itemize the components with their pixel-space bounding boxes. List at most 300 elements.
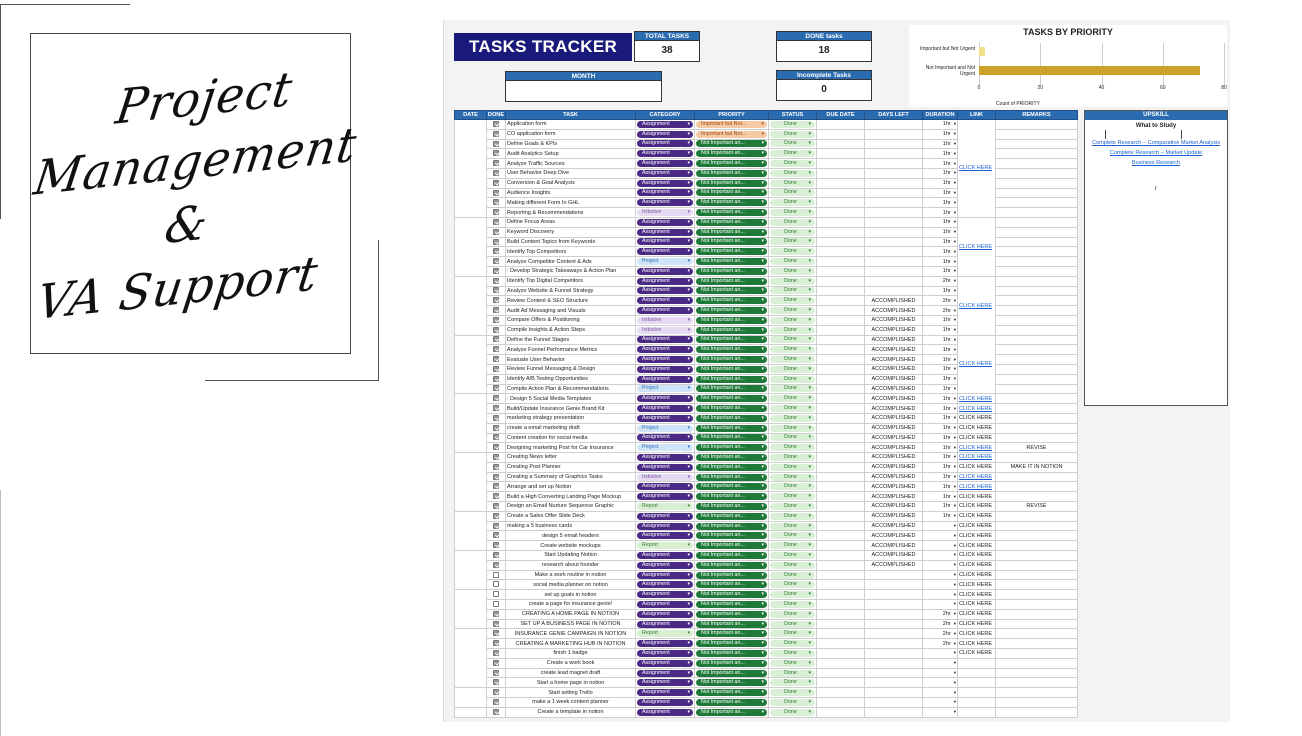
status-cell[interactable] [769, 129, 817, 139]
done-checkbox-cell[interactable] [487, 286, 506, 296]
duration-dropdown-icon[interactable]: ▾ [953, 346, 956, 352]
link-cell[interactable] [958, 443, 996, 453]
done-checkbox-cell[interactable] [487, 129, 506, 139]
link-cell[interactable] [958, 639, 996, 649]
duration-cell[interactable] [923, 590, 958, 600]
done-checkbox[interactable] [493, 630, 499, 636]
done-checkbox[interactable] [493, 327, 499, 333]
status-cell[interactable] [769, 374, 817, 384]
priority-cell[interactable] [695, 227, 769, 237]
task-name[interactable]: Audit Ad Messaging and Visuals [506, 306, 636, 316]
priority-cell[interactable] [695, 335, 769, 345]
task-name[interactable]: Analyze Website & Funnel Strategy [506, 286, 636, 296]
remarks-cell[interactable] [996, 541, 1078, 551]
priority-cell[interactable] [695, 276, 769, 286]
task-name[interactable]: making a 5 business cards [506, 521, 636, 531]
click-here-text[interactable]: CLICK HERE [959, 542, 993, 549]
due-date-cell[interactable] [817, 286, 865, 296]
duration-dropdown-icon[interactable]: ▾ [953, 278, 956, 284]
done-checkbox[interactable] [493, 562, 499, 568]
priority-dropdown[interactable]: Not Important an... ▾ [696, 434, 767, 441]
duration-dropdown-icon[interactable]: ▾ [953, 689, 956, 695]
done-checkbox-cell[interactable] [487, 149, 506, 159]
remarks-cell[interactable] [996, 472, 1078, 482]
category-dropdown[interactable]: Assignment ▾ [637, 611, 693, 618]
status-dropdown[interactable]: Done ▾ [770, 542, 815, 549]
remarks-cell[interactable]: REVISE [996, 443, 1078, 453]
priority-dropdown[interactable]: Not Important an... ▾ [696, 581, 767, 588]
done-checkbox[interactable] [493, 670, 499, 676]
duration-dropdown-icon[interactable]: ▾ [953, 650, 956, 656]
category-dropdown[interactable]: Report ▾ [637, 630, 693, 637]
duration-dropdown-icon[interactable]: ▾ [953, 493, 956, 499]
done-checkbox-cell[interactable] [487, 384, 506, 394]
done-checkbox-cell[interactable] [487, 296, 506, 306]
duration-cell[interactable] [923, 237, 958, 247]
remarks-cell[interactable] [996, 404, 1078, 414]
status-dropdown[interactable]: Done ▾ [770, 660, 815, 667]
priority-cell[interactable] [695, 511, 769, 521]
done-checkbox[interactable] [493, 542, 499, 548]
task-name[interactable]: Making different Form In GHL [506, 198, 636, 208]
done-checkbox[interactable] [493, 689, 499, 695]
duration-cell[interactable] [923, 423, 958, 433]
task-name[interactable]: Review Content & SEO Structure [506, 296, 636, 306]
remarks-cell[interactable] [996, 198, 1078, 208]
category-cell[interactable] [636, 560, 695, 570]
link-cell[interactable] [958, 590, 996, 600]
category-dropdown[interactable]: Assignment ▾ [637, 513, 693, 520]
status-cell[interactable] [769, 698, 817, 708]
remarks-cell[interactable] [996, 306, 1078, 316]
priority-cell[interactable] [695, 521, 769, 531]
click-here-link[interactable]: CLICK HERE [959, 243, 993, 250]
duration-dropdown-icon[interactable]: ▾ [953, 199, 956, 205]
status-cell[interactable] [769, 227, 817, 237]
duration-dropdown-icon[interactable]: ▾ [953, 356, 956, 362]
done-checkbox-cell[interactable] [487, 364, 506, 374]
click-here-text[interactable]: CLICK HERE [959, 621, 993, 628]
done-checkbox-cell[interactable] [487, 208, 506, 218]
category-cell[interactable] [636, 120, 695, 130]
category-dropdown[interactable]: Assignment ▾ [637, 140, 693, 147]
done-checkbox[interactable] [493, 660, 499, 666]
task-name[interactable]: Build/Update Insurance Genie Brand Kit [506, 404, 636, 414]
category-cell[interactable] [636, 178, 695, 188]
category-dropdown[interactable]: Assignment ▾ [637, 434, 693, 441]
done-checkbox-cell[interactable] [487, 433, 506, 443]
status-cell[interactable] [769, 178, 817, 188]
status-dropdown[interactable]: Done ▾ [770, 317, 815, 324]
remarks-cell[interactable] [996, 521, 1078, 531]
status-dropdown[interactable]: Done ▾ [770, 493, 815, 500]
priority-dropdown[interactable]: Not Important an... ▾ [696, 297, 767, 304]
done-checkbox-cell[interactable] [487, 423, 506, 433]
duration-cell[interactable] [923, 698, 958, 708]
done-checkbox[interactable] [493, 650, 499, 656]
link-cell[interactable] [958, 551, 996, 561]
done-checkbox[interactable] [493, 454, 499, 460]
priority-dropdown[interactable]: Not Important an... ▾ [696, 464, 767, 471]
due-date-cell[interactable] [817, 384, 865, 394]
duration-cell[interactable] [923, 580, 958, 590]
duration-dropdown-icon[interactable]: ▾ [953, 268, 956, 274]
done-checkbox-cell[interactable] [487, 345, 506, 355]
link-cell[interactable] [958, 707, 996, 717]
duration-cell[interactable] [923, 639, 958, 649]
done-checkbox[interactable] [493, 709, 499, 715]
status-cell[interactable] [769, 276, 817, 286]
status-dropdown[interactable]: Done ▾ [770, 160, 815, 167]
priority-cell[interactable] [695, 600, 769, 610]
category-dropdown[interactable]: Assignment ▾ [637, 150, 693, 157]
due-date-cell[interactable] [817, 266, 865, 276]
duration-dropdown-icon[interactable]: ▾ [953, 464, 956, 470]
status-cell[interactable] [769, 120, 817, 130]
category-dropdown[interactable]: Project ▾ [637, 258, 693, 265]
duration-cell[interactable] [923, 198, 958, 208]
category-dropdown[interactable]: Assignment ▾ [637, 572, 693, 579]
task-name[interactable]: Compile Action Plan & Recommendations [506, 384, 636, 394]
done-checkbox[interactable] [493, 405, 499, 411]
priority-dropdown[interactable]: Not Important an... ▾ [696, 532, 767, 539]
duration-dropdown-icon[interactable]: ▾ [953, 660, 956, 666]
category-cell[interactable] [636, 208, 695, 218]
done-checkbox[interactable] [493, 141, 499, 147]
click-here-text[interactable]: CLICK HERE [959, 493, 993, 500]
duration-cell[interactable] [923, 286, 958, 296]
due-date-cell[interactable] [817, 276, 865, 286]
due-date-cell[interactable] [817, 247, 865, 257]
date-cell[interactable] [455, 335, 487, 394]
date-cell[interactable] [455, 511, 487, 550]
priority-dropdown[interactable]: Not Important an... ▾ [696, 523, 767, 530]
status-cell[interactable] [769, 413, 817, 423]
category-cell[interactable] [636, 198, 695, 208]
click-here-text[interactable]: CLICK HERE [959, 434, 993, 441]
due-date-cell[interactable] [817, 433, 865, 443]
duration-dropdown-icon[interactable]: ▾ [953, 327, 956, 333]
due-date-cell[interactable] [817, 168, 865, 178]
done-checkbox[interactable] [493, 121, 499, 127]
duration-cell[interactable] [923, 688, 958, 698]
duration-dropdown-icon[interactable]: ▾ [953, 640, 956, 646]
click-here-text[interactable]: CLICK HERE [959, 601, 993, 608]
priority-cell[interactable] [695, 502, 769, 512]
done-checkbox-cell[interactable] [487, 482, 506, 492]
priority-dropdown[interactable]: Not Important an... ▾ [696, 552, 767, 559]
priority-dropdown[interactable]: Not Important an... ▾ [696, 189, 767, 196]
priority-cell[interactable] [695, 707, 769, 717]
remarks-cell[interactable] [996, 698, 1078, 708]
due-date-cell[interactable] [817, 560, 865, 570]
due-date-cell[interactable] [817, 129, 865, 139]
done-checkbox[interactable] [493, 591, 499, 597]
category-dropdown[interactable]: Assignment ▾ [637, 336, 693, 343]
priority-cell[interactable] [695, 492, 769, 502]
done-checkbox[interactable] [493, 415, 499, 421]
click-here-text[interactable]: CLICK HERE [959, 630, 993, 637]
priority-cell[interactable] [695, 590, 769, 600]
status-dropdown[interactable]: Done ▾ [770, 552, 815, 559]
priority-dropdown[interactable]: Not Important an... ▾ [696, 356, 767, 363]
duration-dropdown-icon[interactable]: ▾ [953, 630, 956, 636]
task-name[interactable]: make a 1 week content planner [506, 698, 636, 708]
status-cell[interactable] [769, 355, 817, 365]
done-checkbox-cell[interactable] [487, 541, 506, 551]
done-checkbox-cell[interactable] [487, 502, 506, 512]
task-name[interactable]: INSURANCE GENIE CAMPAIGN IN NOTION [506, 629, 636, 639]
status-dropdown[interactable]: Done ▾ [770, 307, 815, 314]
click-here-text[interactable]: CLICK HERE [959, 523, 993, 530]
priority-dropdown[interactable]: Not Important an... ▾ [696, 229, 767, 236]
click-here-text[interactable]: CLICK HERE [959, 415, 993, 422]
remarks-cell[interactable] [996, 423, 1078, 433]
status-dropdown[interactable]: Done ▾ [770, 238, 815, 245]
category-dropdown[interactable]: Assignment ▾ [637, 307, 693, 314]
category-cell[interactable] [636, 531, 695, 541]
done-checkbox-cell[interactable] [487, 335, 506, 345]
category-dropdown[interactable]: Assignment ▾ [637, 689, 693, 696]
due-date-cell[interactable] [817, 208, 865, 218]
duration-cell[interactable] [923, 394, 958, 404]
duration-cell[interactable] [923, 335, 958, 345]
remarks-cell[interactable] [996, 345, 1078, 355]
status-dropdown[interactable]: Done ▾ [770, 474, 815, 481]
remarks-cell[interactable] [996, 482, 1078, 492]
done-checkbox[interactable] [493, 474, 499, 480]
duration-dropdown-icon[interactable]: ▾ [953, 336, 956, 342]
link-cell[interactable] [958, 394, 996, 404]
priority-dropdown[interactable]: Not Important an... ▾ [696, 493, 767, 500]
done-checkbox-cell[interactable] [487, 600, 506, 610]
status-dropdown[interactable]: Done ▾ [770, 170, 815, 177]
category-cell[interactable] [636, 462, 695, 472]
link-cell[interactable] [958, 511, 996, 521]
category-dropdown[interactable]: Assignment ▾ [637, 356, 693, 363]
due-date-cell[interactable] [817, 217, 865, 227]
due-date-cell[interactable] [817, 120, 865, 130]
status-dropdown[interactable]: Done ▾ [770, 209, 815, 216]
date-cell[interactable] [455, 688, 487, 708]
status-dropdown[interactable]: Done ▾ [770, 689, 815, 696]
link-cell[interactable] [958, 404, 996, 414]
link-cell[interactable] [958, 678, 996, 688]
done-checkbox-cell[interactable] [487, 619, 506, 629]
category-cell[interactable] [636, 609, 695, 619]
status-dropdown[interactable]: Done ▾ [770, 601, 815, 608]
remarks-cell[interactable] [996, 580, 1078, 590]
status-dropdown[interactable]: Done ▾ [770, 268, 815, 275]
due-date-cell[interactable] [817, 658, 865, 668]
category-cell[interactable] [636, 472, 695, 482]
category-cell[interactable] [636, 129, 695, 139]
remarks-cell[interactable]: REVISE [996, 502, 1078, 512]
duration-dropdown-icon[interactable]: ▾ [953, 385, 956, 391]
duration-dropdown-icon[interactable]: ▾ [953, 209, 956, 215]
due-date-cell[interactable] [817, 315, 865, 325]
duration-cell[interactable] [923, 139, 958, 149]
done-checkbox[interactable] [493, 552, 499, 558]
task-name[interactable]: Review Funnel Messaging & Design [506, 364, 636, 374]
done-checkbox[interactable] [493, 150, 499, 156]
done-checkbox[interactable] [493, 180, 499, 186]
click-here-link[interactable]: CLICK HERE [959, 474, 993, 481]
priority-dropdown[interactable]: Not Important an... ▾ [696, 454, 767, 461]
remarks-cell[interactable] [996, 639, 1078, 649]
priority-cell[interactable] [695, 306, 769, 316]
category-dropdown[interactable]: Assignment ▾ [637, 268, 693, 275]
due-date-cell[interactable] [817, 306, 865, 316]
priority-cell[interactable] [695, 374, 769, 384]
priority-cell[interactable] [695, 482, 769, 492]
duration-dropdown-icon[interactable]: ▾ [953, 258, 956, 264]
remarks-cell[interactable] [996, 453, 1078, 463]
task-name[interactable]: Creating Post Planner [506, 462, 636, 472]
link-cell[interactable] [958, 462, 996, 472]
click-here-text[interactable]: CLICK HERE [959, 562, 993, 569]
category-cell[interactable] [636, 502, 695, 512]
category-cell[interactable] [636, 257, 695, 267]
done-checkbox-cell[interactable] [487, 315, 506, 325]
remarks-cell[interactable] [996, 364, 1078, 374]
due-date-cell[interactable] [817, 178, 865, 188]
remarks-cell[interactable] [996, 511, 1078, 521]
status-cell[interactable] [769, 678, 817, 688]
duration-dropdown-icon[interactable]: ▾ [953, 405, 956, 411]
done-checkbox[interactable] [493, 532, 499, 538]
task-name[interactable]: SET UP A BUSINESS PAGE IN NOTION [506, 619, 636, 629]
category-cell[interactable] [636, 453, 695, 463]
link-cell[interactable] [958, 531, 996, 541]
status-cell[interactable] [769, 286, 817, 296]
duration-cell[interactable] [923, 325, 958, 335]
done-checkbox-cell[interactable] [487, 443, 506, 453]
task-name[interactable]: Designing marketing Post for Car Insurance [506, 443, 636, 453]
duration-dropdown-icon[interactable]: ▾ [953, 532, 956, 538]
task-name[interactable]: Start setting Trello [506, 688, 636, 698]
done-checkbox-cell[interactable] [487, 590, 506, 600]
status-cell[interactable] [769, 198, 817, 208]
priority-dropdown[interactable]: Not Important an... ▾ [696, 474, 767, 481]
due-date-cell[interactable] [817, 707, 865, 717]
done-checkbox[interactable] [493, 239, 499, 245]
done-checkbox[interactable] [493, 287, 499, 293]
priority-cell[interactable] [695, 668, 769, 678]
category-cell[interactable] [636, 168, 695, 178]
priority-cell[interactable] [695, 364, 769, 374]
category-dropdown[interactable]: Assignment ▾ [637, 493, 693, 500]
done-checkbox-cell[interactable] [487, 227, 506, 237]
category-cell[interactable] [636, 159, 695, 169]
status-dropdown[interactable]: Done ▾ [770, 679, 815, 686]
duration-cell[interactable] [923, 129, 958, 139]
category-cell[interactable] [636, 276, 695, 286]
priority-dropdown[interactable]: Not Important an... ▾ [696, 601, 767, 608]
status-dropdown[interactable]: Done ▾ [770, 572, 815, 579]
duration-cell[interactable] [923, 188, 958, 198]
remarks-cell[interactable] [996, 276, 1078, 286]
status-cell[interactable] [769, 580, 817, 590]
due-date-cell[interactable] [817, 698, 865, 708]
category-cell[interactable] [636, 364, 695, 374]
duration-dropdown-icon[interactable]: ▾ [953, 679, 956, 685]
priority-dropdown[interactable]: Not Important an... ▾ [696, 591, 767, 598]
category-dropdown[interactable]: Assignment ▾ [637, 248, 693, 255]
done-checkbox-cell[interactable] [487, 462, 506, 472]
click-here-text[interactable]: CLICK HERE [959, 503, 993, 510]
due-date-cell[interactable] [817, 590, 865, 600]
done-checkbox-cell[interactable] [487, 374, 506, 384]
priority-dropdown[interactable]: Not Important an... ▾ [696, 699, 767, 706]
priority-dropdown[interactable]: Not Important an... ▾ [696, 150, 767, 157]
status-cell[interactable] [769, 149, 817, 159]
task-name[interactable]: Start a home page in notion [506, 678, 636, 688]
month-card[interactable] [505, 71, 662, 102]
priority-dropdown[interactable]: Not Important an... ▾ [696, 366, 767, 373]
done-checkbox[interactable] [493, 503, 499, 509]
category-dropdown[interactable]: Assignment ▾ [637, 346, 693, 353]
link-cell[interactable] [958, 658, 996, 668]
priority-dropdown[interactable]: Not Important an... ▾ [696, 258, 767, 265]
done-checkbox[interactable] [493, 513, 499, 519]
remarks-cell[interactable] [996, 492, 1078, 502]
done-checkbox-cell[interactable] [487, 521, 506, 531]
remarks-cell[interactable] [996, 168, 1078, 178]
link-cell[interactable] [958, 649, 996, 659]
category-cell[interactable] [636, 707, 695, 717]
status-cell[interactable] [769, 306, 817, 316]
status-cell[interactable] [769, 315, 817, 325]
done-checkbox-cell[interactable] [487, 580, 506, 590]
category-cell[interactable] [636, 315, 695, 325]
status-cell[interactable] [769, 472, 817, 482]
priority-dropdown[interactable]: Not Important an... ▾ [696, 679, 767, 686]
duration-dropdown-icon[interactable]: ▾ [953, 238, 956, 244]
task-name[interactable]: Analyze Funnel Performance Metrics [506, 345, 636, 355]
task-name[interactable]: Make a work routine in notion [506, 570, 636, 580]
status-dropdown[interactable]: Done ▾ [770, 366, 815, 373]
done-checkbox-cell[interactable] [487, 698, 506, 708]
priority-cell[interactable] [695, 629, 769, 639]
duration-dropdown-icon[interactable]: ▾ [953, 297, 956, 303]
category-dropdown[interactable]: Assignment ▾ [637, 562, 693, 569]
task-name[interactable]: set up goals in notion [506, 590, 636, 600]
category-dropdown[interactable]: Assignment ▾ [637, 180, 693, 187]
duration-cell[interactable] [923, 227, 958, 237]
category-cell[interactable] [636, 296, 695, 306]
duration-cell[interactable] [923, 511, 958, 521]
duration-cell[interactable] [923, 355, 958, 365]
done-checkbox[interactable] [493, 493, 499, 499]
remarks-cell[interactable] [996, 227, 1078, 237]
duration-dropdown-icon[interactable]: ▾ [953, 121, 956, 127]
duration-cell[interactable] [923, 649, 958, 659]
priority-dropdown[interactable]: Not Important an... ▾ [696, 640, 767, 647]
priority-cell[interactable] [695, 443, 769, 453]
due-date-cell[interactable] [817, 580, 865, 590]
priority-dropdown[interactable]: Not Important an... ▾ [696, 376, 767, 383]
due-date-cell[interactable] [817, 413, 865, 423]
status-cell[interactable] [769, 707, 817, 717]
duration-cell[interactable] [923, 482, 958, 492]
done-checkbox[interactable] [493, 395, 499, 401]
status-cell[interactable] [769, 443, 817, 453]
priority-cell[interactable] [695, 433, 769, 443]
done-checkbox[interactable] [493, 572, 499, 578]
priority-dropdown[interactable]: Not Important an... ▾ [696, 317, 767, 324]
task-name[interactable]: Application form [506, 120, 636, 130]
